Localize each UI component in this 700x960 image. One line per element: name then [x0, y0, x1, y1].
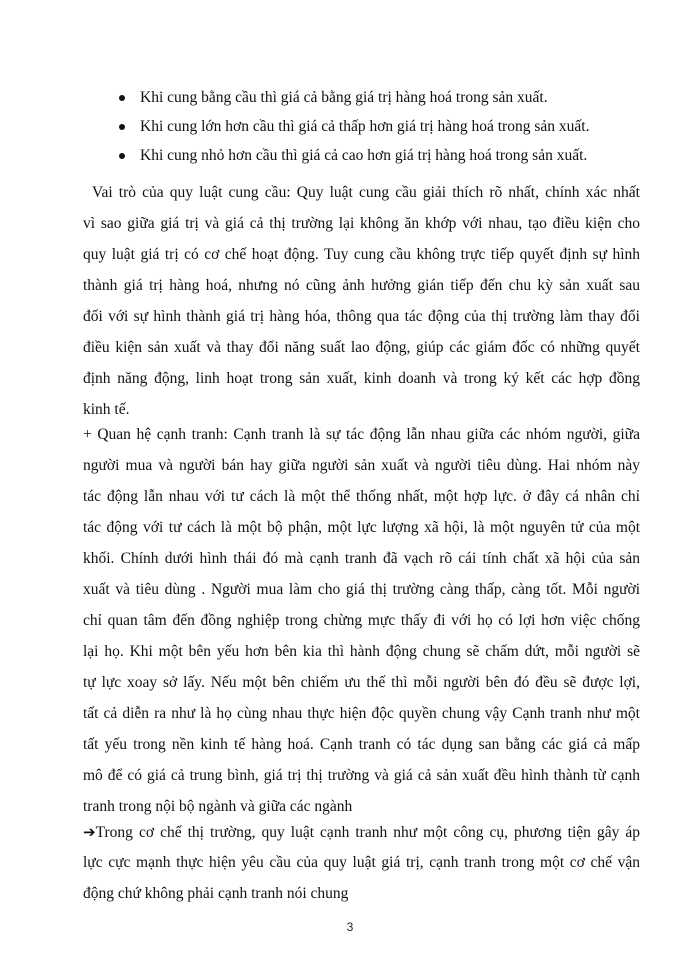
text-line: Vai trò của quy luật cung cầu: Quy luật cung cầu giải thích rõ nhất, chính xác nhất: [92, 184, 640, 201]
text-line: tự lực xoay sở lấy. Nếu một bên chiếm ưu thế thì mỗi người bên đó đều sẽ được lợi,: [83, 674, 640, 691]
text-line: kinh tế.: [83, 401, 130, 418]
text-line: + Quan hệ cạnh tranh: Cạnh tranh là sự tác động lẫn nhau giữa các nhóm người, giữa: [83, 426, 640, 443]
text-line: mô để có giá cả trung bình, giá trị thị trường và giá cả sản xuất đều hình thành từ cạnh: [83, 767, 640, 784]
text-line: đối với sự hình thành giá trị hàng hóa, thông qua tác động của thị trường làm thay đổi: [83, 308, 640, 325]
bullet-item: Khi cung nhỏ hơn cầu thì giá cả cao hơn giá trị hàng hoá trong sản xuất.: [118, 146, 638, 175]
text-line: điều kiện sản xuất và thay đổi năng suất lao động, giúp các giám đốc có những quyết: [83, 339, 640, 356]
bullet-dot-icon: [119, 153, 125, 159]
text-line: động chứ không phải cạnh tranh nói chung: [83, 885, 349, 902]
text-line: quy luật giá trị có cơ chế hoạt động. Tuy cung cầu không trực tiếp quyết định sự hình: [83, 246, 640, 263]
text-line: tất cả diễn ra như là họ cùng nhau thực hiện độc quyền chung vậy Cạnh tranh như một: [83, 705, 640, 722]
text-line: tranh trong nội bộ ngành và giữa các ngành: [83, 798, 353, 815]
bullet-dot-icon: [119, 95, 125, 101]
arrow-right-icon: ➔: [83, 823, 96, 841]
text-line: ➔Trong cơ chế thị trường, quy luật cạnh tranh như một công cụ, phương tiện gây áp: [83, 823, 640, 841]
text-line: lại họ. Khi một bên yếu hơn bên kia thì hành động chung sẽ chấm dứt, mỗi người sẽ: [83, 643, 640, 660]
text-line: thành giá trị hàng hoá, nhưng nó cũng ảnh hưởng gián tiếp đến chu kỳ sản xuất sau: [83, 277, 640, 294]
text-line: tác động với tư cách là một bộ phận, một lực lượng xã hội, là một nguyên tử của một: [83, 519, 640, 536]
page-number: 3: [346, 920, 354, 934]
bullet-dot-icon: [119, 124, 125, 130]
text-line: vì sao giữa giá trị và giá cả thị trường lại không ăn khớp với nhau, tạo điều kiện cho: [83, 215, 640, 232]
text-line: tất yếu trong nền kinh tế hàng hoá. Cạnh tranh có tác dụng san bằng các giá cả mấp: [83, 736, 640, 753]
text-line: tác động lẫn nhau với tư cách là một thể thống nhất, một hợp lực. ở đây cá nhân chỉ: [83, 488, 640, 505]
text-line: xuất và tiêu dùng . Người mua làm cho giá thị trường càng thấp, càng tốt. Mỗi người: [83, 581, 640, 598]
bullet-item: Khi cung bằng cầu thì giá cả bằng giá trị hàng hoá trong sản xuất.: [118, 88, 638, 117]
text-line: chỉ quan tâm đến đồng nghiệp trong chừng mực thấy đi với họ có lợi hơn việc chống: [83, 612, 640, 629]
bullet-list: [118, 88, 638, 175]
text-line: khối. Chính dưới hình thái đó mà cạnh tranh đã vạch rõ cái tính chất xã hội của sản: [83, 550, 640, 567]
bullet-item: Khi cung lớn hơn cầu thì giá cả thấp hơn giá trị hàng hoá trong sản xuất.: [118, 117, 638, 146]
text-line: lực cực mạnh thực hiện yêu cầu của quy luật giá trị, cạnh tranh trong một cơ chế vận: [83, 854, 640, 871]
text-line: người mua và người bán hay giữa người sản xuất và người tiêu dùng. Hai nhóm này: [83, 457, 640, 474]
text-line: định năng động, linh hoạt trong sản xuất, kinh doanh và trong ký kết các hợp đồng: [83, 370, 640, 387]
